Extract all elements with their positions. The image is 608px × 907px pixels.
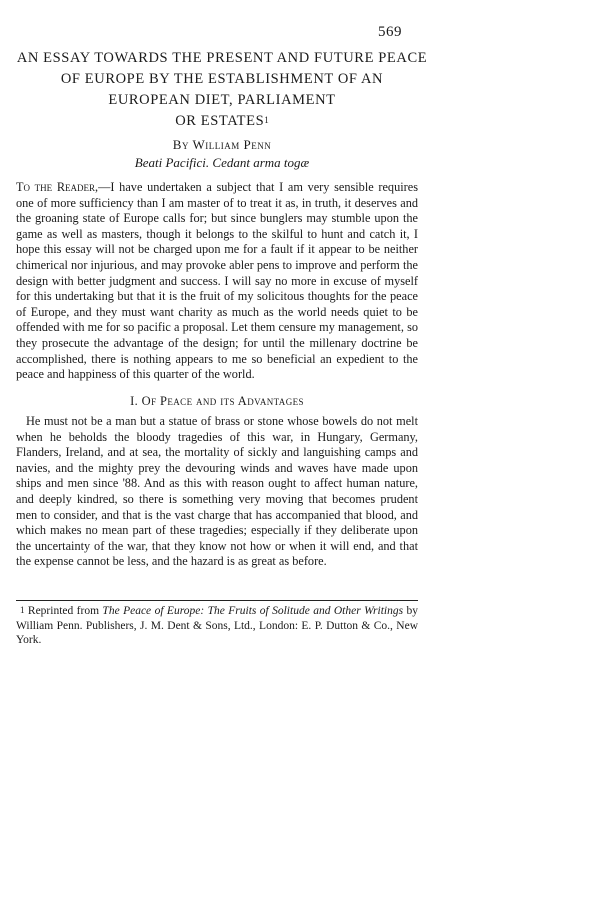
footnote-book-title: The Peace of Europe: The Fruits of Solitude and Other Writings bbox=[102, 605, 404, 617]
reader-lead: To the Reader, bbox=[16, 180, 99, 194]
motto: Beati Pacifici. Cedant arma togæ bbox=[134, 155, 310, 170]
reader-text: —I have undertaken a subject that I am very sensible requires one of more sufficiency than I am master of to treat it as, in truth, it deserves and the groaning state of Europe calls for; but since bunglers may stumble upon the game as well as masters, though it belongs to the skilful to hunt and catch it, I hope this essay will not be charged upon me for a fault if it appear to be neither chimerical nor injurious, and may provoke abler pens to improve and perform the design with better judgment and success. I will say no more in excuse of myself for this undertaking but that it is the fruit of my solicitous thoughts for the peace of Europe, and they must want charity as much as the world needs quiet to be offended with me for so pacific a proposal. Let them censure my management, so they prosecute the advantage of the design; for until the millenary doctrine be accomplished, there is nothing appears to me so beneficial an expedient to the peace and happiness of this quarter of the world. bbox=[16, 180, 418, 382]
footnote-text-after: by William Penn. Publishers, J. M. Dent & Sons, Ltd., London: E. P. Dutton & Co., New York. bbox=[16, 605, 418, 646]
title-line-2: OF EUROPE BY THE ESTABLISHMENT OF AN bbox=[60, 71, 384, 87]
section-heading: I. Of Peace and its Advantages bbox=[130, 394, 304, 408]
title-line-1: AN ESSAY TOWARDS THE PRESENT AND FUTURE PEACE bbox=[16, 50, 428, 66]
reader-paragraph bbox=[16, 180, 418, 383]
footnote-text-before: Reprinted from bbox=[27, 605, 103, 617]
title-line-3: EUROPEAN DIET, PARLIAMENT bbox=[108, 92, 336, 108]
byline: By William Penn bbox=[172, 137, 272, 152]
footnote bbox=[16, 604, 418, 648]
peace-paragraph: He must not be a man but a statue of brass or stone whose bowels do not melt when he beholds the bloody tragedies of this war, in Hungary, Germany, Flanders, Ireland, and at sea, the mortality of sickly and languishing camps and navies, and the mighty prey the devouring winds and waves have made upon ships and men since '88. And as this with reason ought to affect human nature, and deeply kindred, so there is something very moving that becomes prudent men to consider, and that is the vast charge that has accompanied that blood, and which makes no mean part of these tragedies; especially if they deliberate upon the uncertainty of the war, that they know not how or when it will end, and that the expense cannot be less, and the hazard is as great as before. bbox=[16, 414, 418, 569]
footnote-divider bbox=[16, 600, 418, 601]
title-line-4 bbox=[16, 111, 428, 132]
title-footnote-mark: 1 bbox=[264, 115, 269, 125]
title-line-4-text: OR ESTATES bbox=[175, 113, 265, 129]
article-title bbox=[16, 48, 428, 132]
footnote-mark: 1 bbox=[20, 605, 25, 615]
page-number: 569 bbox=[378, 24, 402, 40]
byline-block bbox=[16, 136, 428, 172]
